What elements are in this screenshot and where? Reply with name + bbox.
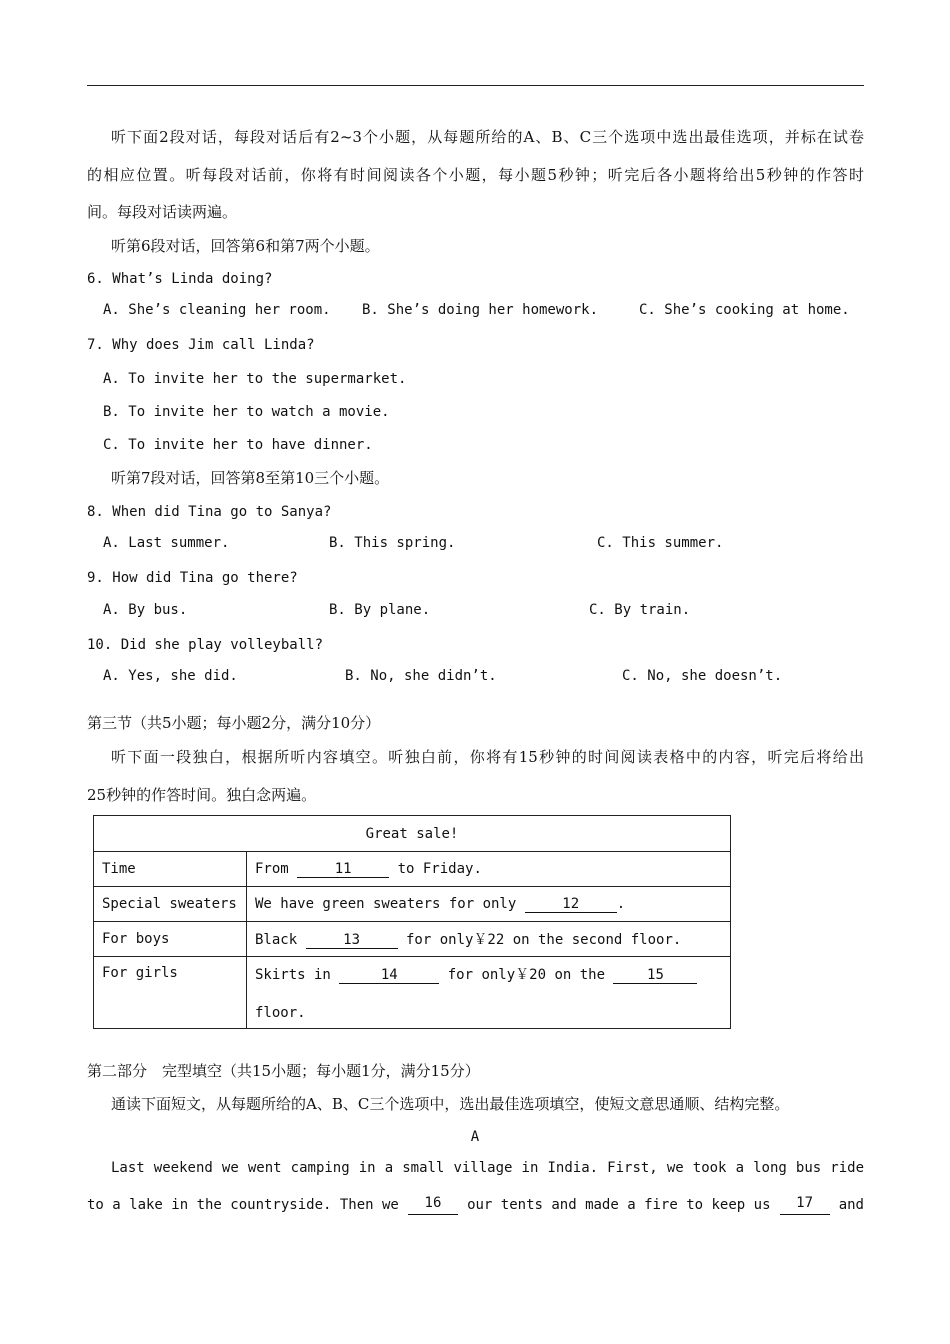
question-8: 8. When did Tina go to Sanya? bbox=[87, 504, 332, 520]
q9-option-b: B. By plane. bbox=[329, 602, 431, 618]
q9-option-c: C. By train. bbox=[589, 602, 691, 618]
part2-instruction: 通读下面短文，从每题所给的A、B、C三个选项中，选出最佳选项填空，使短文意思通顺、结构完整。 bbox=[111, 1095, 790, 1113]
part2-heading: 第二部分 完型填空（共15小题；每小题1分，满分15分） bbox=[87, 1062, 480, 1080]
q10-option-b: B. No, she didn’t. bbox=[345, 668, 497, 684]
row-label: For boys bbox=[94, 922, 247, 957]
dialog7-instruction: 听第7段对话，回答第8至第10三个小题。 bbox=[111, 469, 390, 487]
blank-12[interactable]: 12 bbox=[525, 896, 617, 913]
blank-16[interactable]: 16 bbox=[408, 1195, 458, 1215]
q10-option-a: A. Yes, she did. bbox=[103, 668, 238, 684]
table-row bbox=[94, 957, 731, 1029]
row-content: Black 13 for only￥22 on the second floor. bbox=[247, 922, 731, 957]
q6-option-a: A. She’s cleaning her room. bbox=[103, 302, 331, 318]
blank-15[interactable]: 15 bbox=[613, 967, 697, 984]
row-label: For girls bbox=[94, 957, 247, 1029]
blank-17[interactable]: 17 bbox=[780, 1195, 830, 1215]
q8-option-b: B. This spring. bbox=[329, 535, 456, 551]
section3-line-1: 听下面一段独白，根据所听内容填空。听独白前，你将有15秒钟的时间阅读表格中的内容，听完后将给出 bbox=[111, 748, 864, 766]
intro-line-3: 间。每段对话读两遍。 bbox=[87, 203, 238, 221]
row-content: Skirts in 14 for only￥20 on the 15 floor. bbox=[247, 957, 731, 1029]
table-row bbox=[94, 922, 731, 957]
table-row bbox=[94, 852, 731, 887]
blank-14[interactable]: 14 bbox=[339, 967, 439, 984]
row-label: Special sweaters bbox=[94, 887, 247, 922]
passage-line-2: to a lake in the countryside. Then we 16 our tents and made a fire to keep us 17 and bbox=[87, 1195, 864, 1213]
row-content: From 11 to Friday. bbox=[247, 852, 731, 887]
q8-option-c: C. This summer. bbox=[597, 535, 724, 551]
row-label: Time bbox=[94, 852, 247, 887]
passage-line-1: Last weekend we went camping in a small village in India. First, we took a long bus ride bbox=[111, 1160, 864, 1176]
table-title: Great sale! bbox=[94, 816, 731, 852]
blank-13[interactable]: 13 bbox=[306, 932, 398, 949]
question-9: 9. How did Tina go there? bbox=[87, 570, 298, 586]
question-6: 6. What’s Linda doing? bbox=[87, 271, 273, 287]
table-row bbox=[94, 887, 731, 922]
row-content: We have green sweaters for only 12 . bbox=[247, 887, 731, 922]
q7-option-b: B. To invite her to watch a movie. bbox=[103, 404, 390, 420]
q6-option-c: C. She’s cooking at home. bbox=[639, 302, 850, 318]
question-10: 10. Did she play volleyball? bbox=[87, 637, 324, 653]
q7-option-a: A. To invite her to the supermarket. bbox=[103, 371, 407, 387]
section3-heading: 第三节（共5小题；每小题2分，满分10分） bbox=[87, 714, 381, 732]
q10-option-c: C. No, she doesn’t. bbox=[622, 668, 783, 684]
header-rule bbox=[87, 85, 864, 86]
q7-option-c: C. To invite her to have dinner. bbox=[103, 437, 373, 453]
passage-label: A bbox=[470, 1129, 480, 1145]
intro-line-1: 听下面2段对话，每段对话后有2~3个小题，从每题所给的A、B、C三个选项中选出最佳选项，并标在试卷 bbox=[111, 128, 864, 146]
section3-line-2: 25秒钟的作答时间。独白念两遍。 bbox=[87, 786, 317, 804]
q9-option-a: A. By bus. bbox=[103, 602, 188, 618]
q6-option-b: B. She’s doing her homework. bbox=[362, 302, 599, 318]
blank-11[interactable]: 11 bbox=[297, 861, 389, 878]
intro-line-2: 的相应位置。听每段对话前，你将有时间阅读各个小题，每小题5秒钟；听完后各小题将给出5秒钟的作答时 bbox=[87, 166, 864, 184]
q8-option-a: A. Last summer. bbox=[103, 535, 230, 551]
question-7: 7. Why does Jim call Linda? bbox=[87, 337, 315, 353]
sale-table bbox=[93, 815, 731, 1029]
dialog6-instruction: 听第6段对话，回答第6和第7两个小题。 bbox=[111, 237, 380, 255]
